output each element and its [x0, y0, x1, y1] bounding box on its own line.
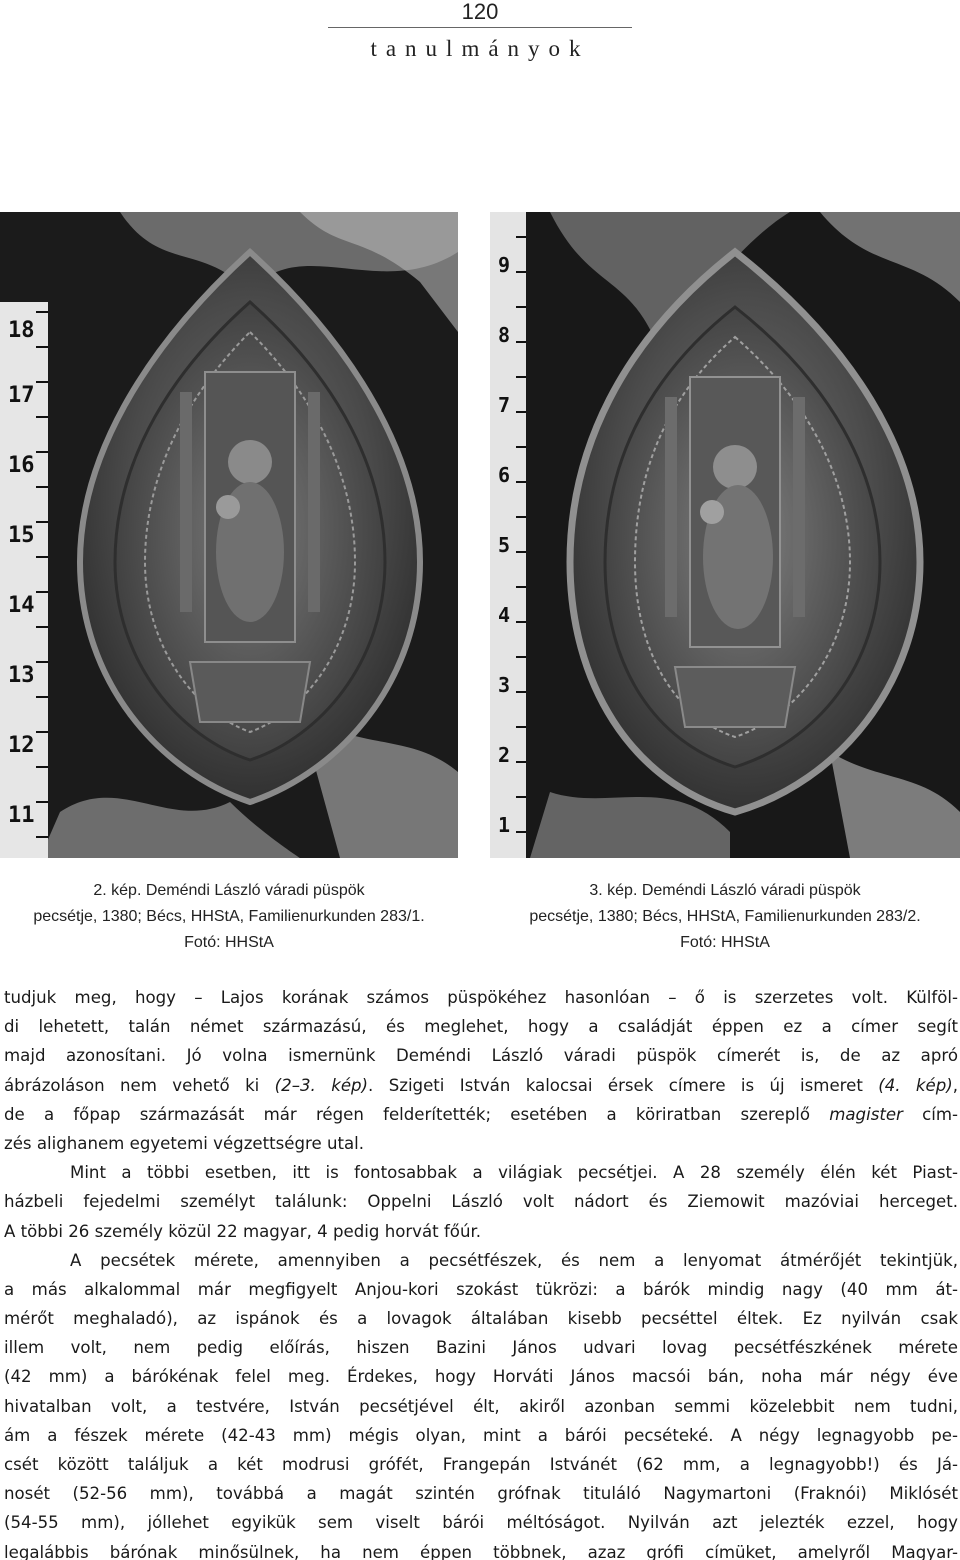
caption-line: pecsétje, 1380; Bécs, HHStA, Familienurkunden 283/1. — [33, 908, 425, 925]
text-segment: majd azonosítani. Jó volna ismernünk Deméndi László váradi püspök címerét is, de az apró — [4, 1046, 958, 1066]
text-line — [4, 1362, 958, 1391]
text-segment: hivatalban volt, a testvére, István pecsétjével élt, akiről azonban semmi közelebbit nem tudni, — [4, 1396, 958, 1416]
text-segment: ábrázoláson nem vehető ki — [4, 1075, 275, 1095]
svg-text:3: 3 — [498, 673, 511, 697]
svg-text:18: 18 — [8, 318, 35, 343]
text-line — [4, 1246, 958, 1275]
text-line — [4, 1450, 958, 1479]
text-segment: A többi 26 személy közül 22 magyar, 4 pedig horvát főúr. — [4, 1221, 482, 1241]
text-segment: Mint a többi esetben, itt is fontosabbak a világiak pecsétjei. A 28 személy élén két Piast- — [70, 1163, 958, 1183]
figure-caption-1 — [0, 878, 458, 956]
svg-text:12: 12 — [8, 733, 35, 758]
text-line — [4, 1041, 958, 1070]
text-line — [4, 1392, 958, 1421]
text-segment: csét között találjuk a két modrusi grófét, Frangepán Istvánét (62 mm, a legnagyobb!) és Já- — [4, 1455, 958, 1474]
svg-text:6: 6 — [498, 463, 511, 487]
text-segment: de a főpap származását már régen felderítették; esetében a köriratban szereplő — [4, 1104, 830, 1124]
svg-text:15: 15 — [8, 523, 35, 548]
svg-text:14: 14 — [8, 593, 35, 618]
text-line — [4, 1071, 958, 1100]
text-segment: zés alighanem egyetemi végzettségre utal. — [4, 1133, 365, 1153]
text-line — [4, 1508, 958, 1537]
body-text — [4, 983, 958, 1560]
text-line — [4, 1304, 958, 1333]
header-rule — [328, 27, 632, 28]
svg-text:5: 5 — [498, 533, 511, 557]
caption-line: Fotó: HHStA — [184, 934, 274, 951]
text-segment: mérőt meghaladó), az ispánok és a lovagok általában kisebb pecséttel éltek. Ez nyilván csak — [4, 1309, 958, 1329]
italic-text: magister — [829, 1104, 903, 1124]
svg-text:9: 9 — [498, 253, 511, 277]
text-segment: , — [952, 1075, 958, 1095]
svg-text:11: 11 — [8, 803, 35, 828]
text-segment: nosét (52-56 mm), továbbá a magát szintén grófnak tituláló Nagymartoni (Fraknói) Miklósét — [4, 1484, 958, 1504]
text-segment: a más alkalommal már megfigyelt Anjou-kori szokást tükrözi: a bárók mindig nagy (40 mm át- — [4, 1279, 958, 1299]
text-segment: legalábbis bárónak minősülnek, ha nem éppen többnek, azaz grófi címüket, amelyről Magyar- — [4, 1542, 958, 1560]
text-segment: di lehetett, talán német származású, és meglehet, hogy a családját éppen ez a címer segít — [4, 1017, 958, 1037]
svg-text:8: 8 — [498, 323, 511, 347]
text-line — [4, 1421, 958, 1450]
text-segment: illem volt, nem pedig előírás, hiszen Bazini János udvari lovag pecsétfészkének mérete — [4, 1338, 958, 1358]
text-segment: cím- — [902, 1104, 958, 1124]
svg-text:17: 17 — [8, 383, 35, 408]
svg-text:1: 1 — [498, 813, 511, 837]
section-title: tanulmányok — [370, 36, 590, 61]
svg-text:4: 4 — [498, 603, 511, 627]
text-segment: . Szigeti István kalocsai érsek címere is új ismeret — [368, 1075, 879, 1095]
text-line — [4, 1129, 958, 1158]
text-line — [4, 983, 958, 1012]
text-line — [4, 1012, 958, 1041]
text-line — [4, 1275, 958, 1304]
svg-text:13: 13 — [8, 663, 35, 688]
caption-line: 2. kép. Deméndi László váradi püspök — [93, 882, 365, 899]
figure-caption-2 — [490, 878, 960, 956]
text-segment: tudjuk meg, hogy – Lajos korának számos püspökéhez hasonlóan – ő is szerzetes volt. Külföl- — [4, 988, 958, 1007]
page-number: 120 — [461, 0, 499, 24]
italic-text: (2–3. kép) — [274, 1075, 369, 1095]
text-segment: (42 mm) a bárókénak felel meg. Érdekes, hogy Horváti János macsói bán, noha már négy éve — [4, 1367, 958, 1387]
caption-line: Fotó: HHStA — [680, 934, 770, 951]
seal-photo-1 — [0, 212, 458, 858]
svg-text:16: 16 — [8, 453, 35, 478]
text-line — [4, 1538, 958, 1560]
text-line — [4, 1100, 958, 1129]
text-segment: házbeli fejedelmi személyt találunk: Oppelni László volt nádort és Ziemowit mazóviai herceget. — [4, 1192, 958, 1212]
text-segment: ám a fészek mérete (42-43 mm) mégis olyan, mint a bárói pecséteké. A négy legnagyobb pe- — [4, 1425, 958, 1445]
text-segment: (54-55 mm), jóllehet egyikük sem viselt bárói méltóságot. Nyilván azt jelezték ezzel, hogy — [4, 1513, 958, 1533]
seal-photo-2 — [490, 212, 960, 858]
svg-text:2: 2 — [498, 743, 511, 767]
text-line — [4, 1479, 958, 1508]
text-segment: A pecsétek mérete, amennyiben a pecsétfészek, és nem a lenyomat átmérőjét tekintjük, — [70, 1250, 958, 1270]
text-line — [4, 1158, 958, 1187]
caption-line: pecsétje, 1380; Bécs, HHStA, Familienurkunden 283/2. — [529, 908, 921, 925]
text-line — [4, 1217, 958, 1246]
text-line — [4, 1187, 958, 1216]
text-line — [4, 1333, 958, 1362]
caption-line: 3. kép. Deméndi László váradi püspök — [589, 882, 861, 899]
italic-text: (4. kép) — [878, 1075, 953, 1095]
svg-text:7: 7 — [498, 393, 511, 417]
